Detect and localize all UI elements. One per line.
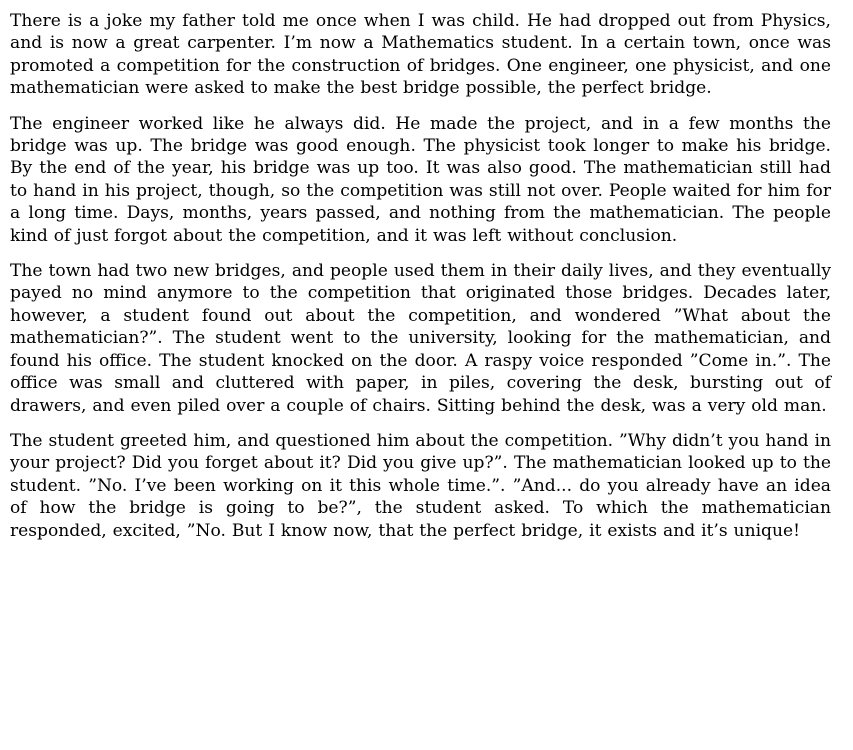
paragraph-2: The engineer worked like he always did. He made the project, and in a few months the bridge was up. The bridge was good enough. The physicist took longer to make his bridge. By the end of the year, his bridge was up too. It was also good. The mathematician still had to hand in his project, though, so the competition was still not over. People waited for him for a long time. Days, months, years passed, and nothing from the mathematician. The people kind of just forgot about the competition, and it was left without conclusion.: [10, 113, 831, 246]
paragraph-3: The town had two new bridges, and people used them in their daily lives, and they eventually payed no mind anymore to the competition that originated those bridges. Decades later, however, a student found out about the competition, and wondered ”What about the mathematician?”. The student went to the university, looking for the mathematician, and found his office. The student knocked on the door. A raspy voice responded ”Come in.”. The office was small and cluttered with paper, in piles, covering the desk, bursting out of drawers, and even piled over a couple of chairs. Sitting behind the desk, was a very old man.: [10, 261, 831, 416]
paragraph-4: The student greeted him, and questioned him about the competition. ”Why didn’t you hand in your project? Did you forget about it? Did you give up?”. The mathematician looked up to the student. ”No. I’ve been working on it this whole time.”. ”And... do you already have an idea of how the bridge is going to be?”, the student asked. To which the mathematician responded, excited, ”No. But I know now, that the perfect bridge, it exists and it’s unique!: [10, 430, 831, 541]
paragraph-1: There is a joke my father told me once when I was child. He had dropped out from Physics, and is now a great carpenter. I’m now a Mathematics student. In a certain town, once was promoted a competition for the construction of bridges. One engineer, one physicist, and one mathematician were asked to make the best bridge possible, the perfect bridge.: [10, 11, 831, 99]
